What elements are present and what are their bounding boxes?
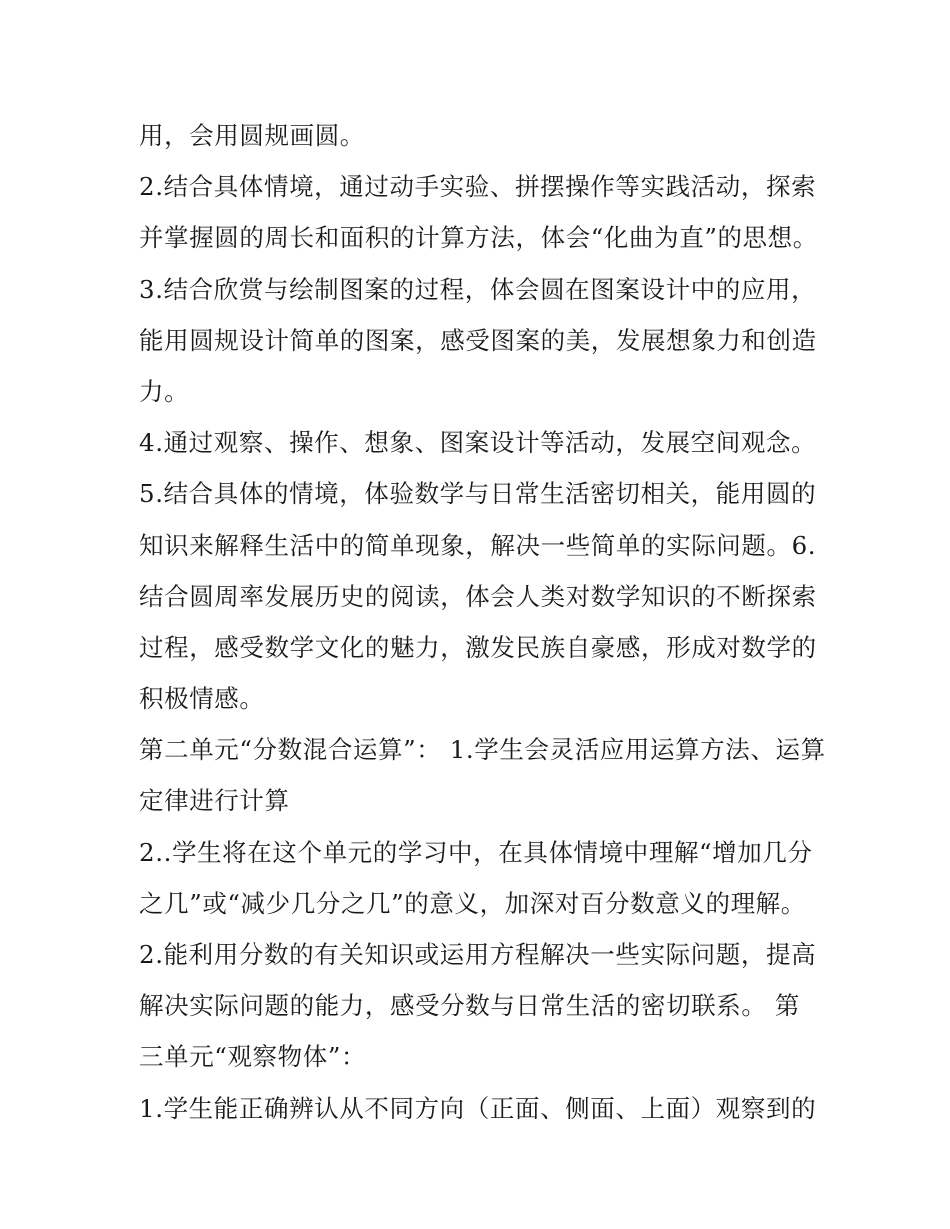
text-line: 能用圆规设计简单的图案，感受图案的美，发展想象力和创造 bbox=[139, 325, 817, 355]
text-line: 三单元“观察物体”： bbox=[139, 1042, 367, 1072]
text-line: 4.通过观察、操作、想象、图案设计等活动，发展空间观念。 bbox=[139, 428, 817, 458]
text-line: 积极情感。 bbox=[139, 684, 265, 714]
text-line: 2.能利用分数的有关知识或运用方程解决一些实际问题，提高 bbox=[139, 940, 817, 969]
text-line: 第二单元“分数混合运算”： 1.学生会灵活应用运算方法、运算 bbox=[139, 735, 826, 765]
text-line: 之几”或“减少几分之几”的意义，加深对百分数意义的理解。 bbox=[139, 888, 806, 918]
text-line: 1.学生能正确辨认从不同方向（正面、侧面、上面）观察到的 bbox=[139, 1093, 817, 1123]
text-body bbox=[139, 110, 826, 1134]
text-line: 并掌握圆的周长和面积的计算方法，体会“化曲为直”的思想。 bbox=[139, 223, 818, 253]
text-line: 定律进行计算 bbox=[139, 786, 290, 816]
text-line: 3.结合欣赏与绘制图案的过程，体会圆在图案设计中的应用， bbox=[139, 274, 817, 304]
text-line: 过程，感受数学文化的魅力，激发民族自豪感，形成对数学的 bbox=[139, 632, 817, 662]
text-line: 结合圆周率发展历史的阅读，体会人类对数学知识的不断探索 bbox=[139, 581, 817, 611]
text-line: 用，会用圆规画圆。 bbox=[139, 121, 365, 150]
text-line: 2..学生将在这个单元的学习中，在具体情境中理解“增加几分 bbox=[139, 837, 813, 867]
text-line: 5.结合具体的情境，体验数学与日常生活密切相关，能用圆的 bbox=[139, 479, 817, 509]
text-line: 知识来解释生活中的简单现象，解决一些简单的实际问题。6. bbox=[139, 530, 817, 560]
text-line: 力。 bbox=[139, 376, 190, 406]
text-line: 2.结合具体情境，通过动手实验、拼摆操作等实践活动，探索 bbox=[139, 172, 817, 202]
text-line: 解决实际问题的能力，感受分数与日常生活的密切联系。 第 bbox=[139, 991, 800, 1021]
